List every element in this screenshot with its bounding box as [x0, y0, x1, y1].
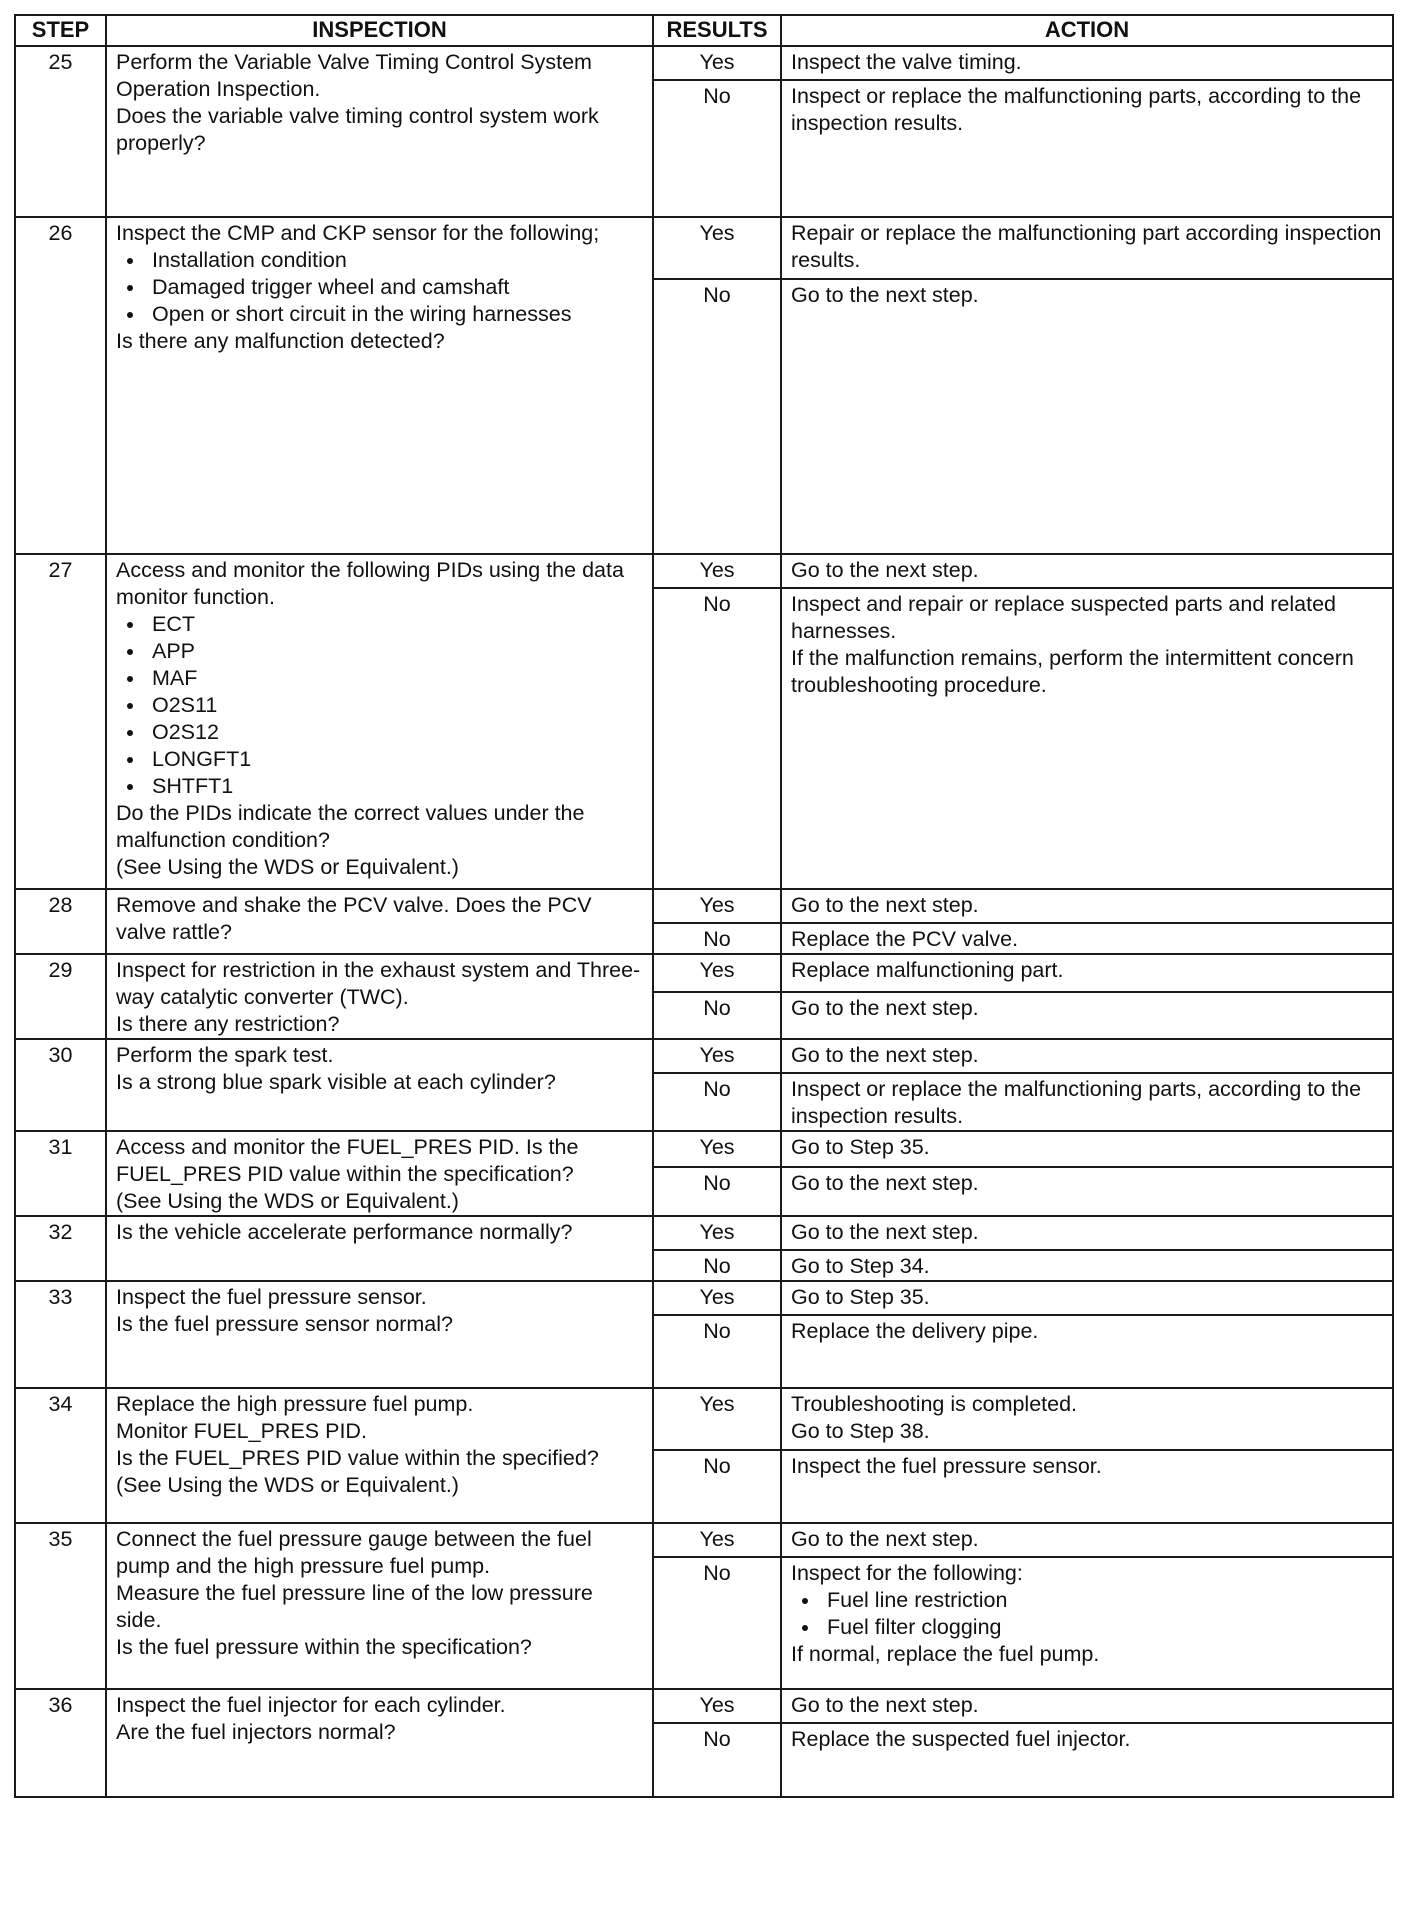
inspection-cell — [106, 46, 653, 217]
inspection-text: Does the variable valve timing control system work properly? — [116, 104, 599, 155]
inspection-cell — [106, 217, 653, 554]
inspection-text: Measure the fuel pressure line of the low pressure side. — [116, 1581, 593, 1632]
inspection-text: Perform the spark test. — [116, 1043, 334, 1067]
table-row — [15, 1523, 1393, 1557]
inspection-text: Is the fuel pressure within the specification? — [116, 1635, 532, 1659]
action-text: Go to the next step. — [791, 1171, 979, 1196]
action-text: Go to the next step. — [791, 1220, 979, 1244]
action-yes — [781, 1131, 1393, 1167]
inspection-list-item: • O2S12 — [146, 719, 643, 746]
step-number: 31 — [15, 1131, 106, 1216]
inspection-text: Is there any restriction? — [116, 1012, 340, 1036]
action-yes — [781, 954, 1393, 992]
inspection-text: (See Using the WDS or Equivalent.) — [116, 1189, 459, 1213]
inspection-list-item: • Open or short circuit in the wiring harnesses — [146, 301, 643, 328]
result-no: No — [653, 923, 781, 954]
inspection-list-item: • APP — [146, 638, 643, 665]
inspection-list-item: • O2S11 — [146, 692, 643, 719]
step-number: 30 — [15, 1039, 106, 1131]
inspection-text: Inspect for restriction in the exhaust system and Three-way catalytic converter (TWC). — [116, 958, 641, 1009]
inspection-text: Is the vehicle accelerate performance normally? — [116, 1220, 573, 1244]
action-text: Go to Step 35. — [791, 1285, 930, 1309]
header-results: RESULTS — [653, 15, 781, 46]
action-text: Go to the next step. — [791, 283, 979, 307]
result-no: No — [653, 1315, 781, 1388]
inspection-text: Monitor FUEL_PRES PID. — [116, 1419, 367, 1443]
result-no: No — [653, 588, 781, 889]
header-action: ACTION — [781, 15, 1393, 46]
action-text: Repair or replace the malfunctioning part according inspection results. — [791, 221, 1382, 272]
action-yes — [781, 217, 1393, 279]
inspection-list — [116, 247, 643, 328]
inspection-cell — [106, 1689, 653, 1797]
action-no — [781, 1557, 1393, 1689]
result-yes: Yes — [653, 1523, 781, 1557]
step-number: 34 — [15, 1388, 106, 1523]
table-row — [15, 889, 1393, 923]
action-no — [781, 1315, 1393, 1388]
inspection-text: Is the fuel pressure sensor normal? — [116, 1312, 453, 1336]
action-text: Go to the next step. — [791, 558, 979, 582]
step-number: 35 — [15, 1523, 106, 1689]
result-yes: Yes — [653, 46, 781, 80]
result-yes: Yes — [653, 1388, 781, 1450]
table-body — [15, 46, 1393, 1797]
result-yes: Yes — [653, 954, 781, 992]
action-text: Replace the delivery pipe. — [791, 1319, 1039, 1343]
action-text: Go to the next step. — [791, 1693, 979, 1717]
action-text: Go to Step 35. — [791, 1135, 930, 1159]
action-no — [781, 1073, 1393, 1131]
result-no: No — [653, 80, 781, 217]
action-text: Replace the suspected fuel injector. — [791, 1727, 1131, 1751]
action-yes — [781, 1039, 1393, 1073]
inspection-cell — [106, 1216, 653, 1281]
inspection-list-item: • LONGFT1 — [146, 746, 643, 773]
step-number: 25 — [15, 46, 106, 217]
action-text: Go to the next step. — [791, 995, 979, 1020]
inspection-text: Access and monitor the FUEL_PRES PID. Is the FUEL_PRES PID value within the specification? — [116, 1135, 579, 1186]
inspection-text: Replace the high pressure fuel pump. — [116, 1392, 474, 1416]
result-yes: Yes — [653, 889, 781, 923]
action-no — [781, 992, 1393, 1039]
inspection-text: Connect the fuel pressure gauge between the fuel pump and the high pressure fuel pump. — [116, 1527, 592, 1578]
action-yes — [781, 889, 1393, 923]
inspection-question: Is there any malfunction detected? — [116, 329, 445, 353]
header-step: STEP — [15, 15, 106, 46]
table-row — [15, 954, 1393, 992]
action-text: Inspect or replace the malfunctioning parts, according to the inspection results. — [791, 84, 1362, 135]
action-yes — [781, 1523, 1393, 1557]
action-no — [781, 588, 1393, 889]
table-row — [15, 46, 1393, 80]
table-row — [15, 1281, 1393, 1315]
result-yes: Yes — [653, 1281, 781, 1315]
result-no: No — [653, 1557, 781, 1689]
result-yes: Yes — [653, 1689, 781, 1723]
action-yes — [781, 1388, 1393, 1450]
step-number: 27 — [15, 554, 106, 889]
inspection-cell — [106, 1388, 653, 1523]
action-no — [781, 923, 1393, 954]
inspection-text: Inspect the fuel pressure sensor. — [116, 1285, 427, 1309]
result-no: No — [653, 1723, 781, 1797]
result-yes: Yes — [653, 554, 781, 588]
action-text: Go to the next step. — [791, 893, 979, 917]
action-text: Inspect and repair or replace suspected parts and related harnesses. — [791, 592, 1336, 643]
step-number: 36 — [15, 1689, 106, 1797]
inspection-text: Perform the Variable Valve Timing Control System Operation Inspection. — [116, 50, 592, 101]
table-row — [15, 1131, 1393, 1167]
troubleshooting-table — [14, 14, 1394, 1798]
inspection-cell — [106, 1039, 653, 1131]
table-row — [15, 1039, 1393, 1073]
action-yes — [781, 1281, 1393, 1315]
table-row — [15, 217, 1393, 279]
result-yes: Yes — [653, 1131, 781, 1167]
table-row — [15, 1388, 1393, 1450]
action-no — [781, 1250, 1393, 1281]
action-yes — [781, 554, 1393, 588]
result-yes: Yes — [653, 1216, 781, 1250]
action-text: Inspect for the following: — [791, 1561, 1023, 1585]
action-text: Go to the next step. — [791, 1043, 979, 1067]
inspection-question: (See Using the WDS or Equivalent.) — [116, 855, 459, 879]
result-yes: Yes — [653, 1039, 781, 1073]
action-text: Troubleshooting is completed. — [791, 1392, 1078, 1416]
action-list-item: • Fuel line restriction — [821, 1587, 1383, 1614]
action-text: Inspect or replace the malfunctioning parts, according to the inspection results. — [791, 1077, 1362, 1128]
inspection-list-item: • ECT — [146, 611, 643, 638]
inspection-cell — [106, 889, 653, 954]
step-number: 26 — [15, 217, 106, 554]
inspection-text: Is the FUEL_PRES PID value within the specified? — [116, 1446, 599, 1470]
inspection-list — [116, 611, 643, 800]
result-no: No — [653, 1073, 781, 1131]
result-yes: Yes — [653, 217, 781, 279]
action-list — [791, 1587, 1383, 1641]
inspection-cell — [106, 1281, 653, 1388]
inspection-text: Inspect the CMP and CKP sensor for the following; — [116, 221, 600, 245]
inspection-question: Do the PIDs indicate the correct values under the malfunction condition? — [116, 801, 585, 852]
action-no — [781, 1167, 1393, 1216]
inspection-text: Are the fuel injectors normal? — [116, 1720, 396, 1744]
inspection-list-item: • SHTFT1 — [146, 773, 643, 800]
inspection-text: Is a strong blue spark visible at each cylinder? — [116, 1070, 556, 1094]
step-number: 28 — [15, 889, 106, 954]
action-text: Inspect the fuel pressure sensor. — [791, 1454, 1102, 1478]
action-text: Go to the next step. — [791, 1527, 979, 1551]
action-text: Replace the PCV valve. — [791, 927, 1019, 951]
inspection-list-item: • Installation condition — [146, 247, 643, 274]
inspection-cell — [106, 954, 653, 1039]
action-yes — [781, 46, 1393, 80]
action-yes — [781, 1689, 1393, 1723]
inspection-cell — [106, 554, 653, 889]
action-no — [781, 80, 1393, 217]
result-no: No — [653, 1167, 781, 1216]
result-no: No — [653, 1250, 781, 1281]
result-no: No — [653, 1450, 781, 1523]
action-no — [781, 1450, 1393, 1523]
action-yes — [781, 1216, 1393, 1250]
header-inspection: INSPECTION — [106, 15, 653, 46]
inspection-text: Inspect the fuel injector for each cylinder. — [116, 1693, 506, 1717]
action-text: Go to Step 34. — [791, 1254, 930, 1278]
inspection-cell — [106, 1131, 653, 1216]
action-text: If normal, replace the fuel pump. — [791, 1642, 1100, 1666]
step-number: 32 — [15, 1216, 106, 1281]
action-list-item: • Fuel filter clogging — [821, 1614, 1383, 1641]
table-row — [15, 554, 1393, 588]
table-row — [15, 1216, 1393, 1250]
inspection-text: (See Using the WDS or Equivalent.) — [116, 1473, 459, 1497]
inspection-list-item: • MAF — [146, 665, 643, 692]
action-no — [781, 279, 1393, 554]
inspection-text: Remove and shake the PCV valve. Does the PCV valve rattle? — [116, 893, 592, 944]
inspection-text: Access and monitor the following PIDs using the data monitor function. — [116, 558, 624, 609]
table-row — [15, 1689, 1393, 1723]
inspection-list-item: • Damaged trigger wheel and camshaft — [146, 274, 643, 301]
action-text: If the malfunction remains, perform the intermittent concern troubleshooting procedure. — [791, 646, 1354, 697]
result-no: No — [653, 992, 781, 1039]
action-no — [781, 1723, 1393, 1797]
action-text: Go to Step 38. — [791, 1419, 930, 1443]
inspection-cell — [106, 1523, 653, 1689]
step-number: 29 — [15, 954, 106, 1039]
header-row — [15, 15, 1393, 46]
step-number: 33 — [15, 1281, 106, 1388]
result-no: No — [653, 279, 781, 554]
action-text: Inspect the valve timing. — [791, 50, 1022, 74]
action-text: Replace malfunctioning part. — [791, 958, 1064, 982]
